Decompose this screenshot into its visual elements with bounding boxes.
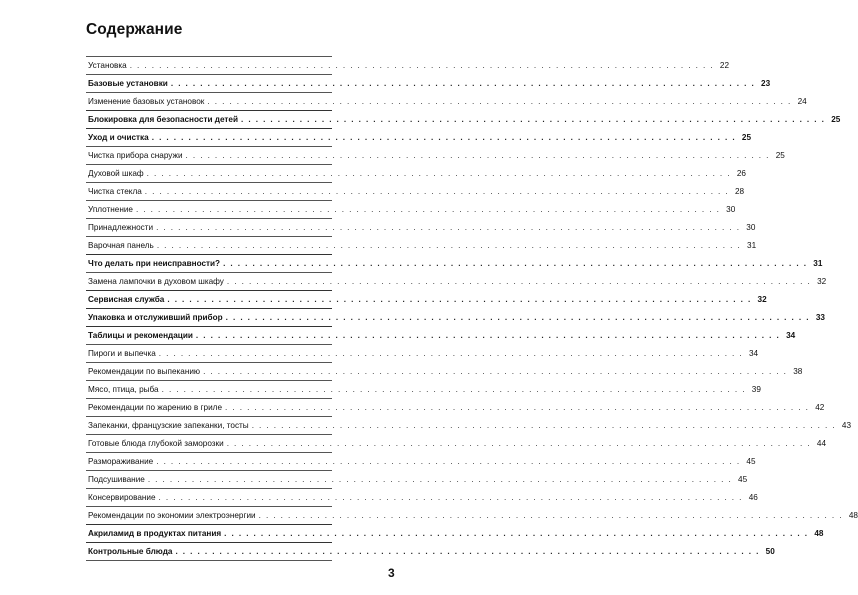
toc-entry[interactable] <box>86 273 827 291</box>
toc-entry[interactable] <box>86 129 752 147</box>
toc-entry-title: Чистка прибора снаружи <box>88 151 183 160</box>
toc-entry[interactable] <box>86 255 823 273</box>
toc-entry[interactable] <box>86 93 807 111</box>
dot-leader: . . . . . . . . . . . . . . . . . . . . . . . . . . . . . . . . . . . . . . . . . . . . . . . . . . . . . . . . . . . . . . . . . . . . . . . . . . . . . . . . <box>161 385 746 394</box>
toc-entry[interactable] <box>86 147 785 165</box>
dot-leader: . . . . . . . . . . . . . . . . . . . . . . . . . . . . . . . . . . . . . . . . . . . . . . . . . . . . . . . . . . . . . . . . . . . . . . . . . . . . . . . . <box>158 493 743 502</box>
toc-entry[interactable] <box>86 525 824 543</box>
toc-entry-title: Установка <box>88 61 127 70</box>
toc-entry-title: Блокировка для безопасности детей <box>88 115 239 124</box>
toc-entry[interactable] <box>86 435 826 453</box>
toc-entry-title: Таблицы и рекомендации <box>88 331 193 340</box>
dot-leader: . . . . . . . . . . . . . . . . . . . . . . . . . . . . . . . . . . . . . . . . . . . . . . . . . . . . . . . . . . . . . . . . . . . . . . . . . . . . . . . . <box>146 169 731 178</box>
dot-leader: . . . . . . . . . . . . . . . . . . . . . . . . . . . . . . . . . . . . . . . . . . . . . . . . . . . . . . . . . . . . . . . . . . . . . . . . . . . . . . . . <box>170 79 756 88</box>
dot-leader: . . . . . . . . . . . . . . . . . . . . . . . . . . . . . . . . . . . . . . . . . . . . . . . . . . . . . . . . . . . . . . . . . . . . . . . . . . . . . . . . <box>258 511 843 520</box>
toc-entry-title: Акриламид в продуктах питания <box>88 529 222 538</box>
page-number: 3 <box>388 566 395 580</box>
toc-entry-page: 50 <box>765 547 775 556</box>
toc-entry-title: Упаковка и отслуживший прибор <box>88 313 223 322</box>
dot-leader: . . . . . . . . . . . . . . . . . . . . . . . . . . . . . . . . . . . . . . . . . . . . . . . . . . . . . . . . . . . . . . . . . . . . . . . . . . . . . . . . <box>224 529 809 538</box>
dot-leader: . . . . . . . . . . . . . . . . . . . . . . . . . . . . . . . . . . . . . . . . . . . . . . . . . . . . . . . . . . . . . . . . . . . . . . . . . . . . . . . . <box>185 151 770 160</box>
toc-entry-page: 48 <box>814 529 824 538</box>
dot-leader: . . . . . . . . . . . . . . . . . . . . . . . . . . . . . . . . . . . . . . . . . . . . . . . . . . . . . . . . . . . . . . . . . . . . . . . . . . . . . . . . <box>195 331 781 340</box>
dot-leader: . . . . . . . . . . . . . . . . . . . . . . . . . . . . . . . . . . . . . . . . . . . . . . . . . . . . . . . . . . . . . . . . . . . . . . . . . . . . . . . . <box>241 115 826 124</box>
dot-leader: . . . . . . . . . . . . . . . . . . . . . . . . . . . . . . . . . . . . . . . . . . . . . . . . . . . . . . . . . . . . . . . . . . . . . . . . . . . . . . . . <box>156 223 741 232</box>
toc-entry-page: 43 <box>841 421 851 430</box>
toc-entry-page: 44 <box>816 439 826 448</box>
table-of-contents <box>86 56 858 561</box>
toc-entry-title: Духовой шкаф <box>88 169 144 178</box>
dot-leader: . . . . . . . . . . . . . . . . . . . . . . . . . . . . . . . . . . . . . . . . . . . . . . . . . . . . . . . . . . . . . . . . . . . . . . . . . . . . . . . . <box>203 367 788 376</box>
toc-entry-page: 23 <box>761 79 771 88</box>
toc-entry-title: Замена лампочки в духовом шкафу <box>88 277 224 286</box>
toc-entry-title: Консервирование <box>88 493 156 502</box>
dot-leader: . . . . . . . . . . . . . . . . . . . . . . . . . . . . . . . . . . . . . . . . . . . . . . . . . . . . . . . . . . . . . . . . . . . . . . . . . . . . . . . . <box>226 277 812 286</box>
toc-entry-title: Уход и очистка <box>88 133 149 142</box>
toc-entry-page: 33 <box>815 313 825 322</box>
toc-entry[interactable] <box>86 543 775 561</box>
toc-entry[interactable] <box>86 489 758 507</box>
toc-entry-page: 34 <box>748 349 759 358</box>
toc-entry-title: Что делать при неисправности? <box>88 259 221 268</box>
dot-leader: . . . . . . . . . . . . . . . . . . . . . . . . . . . . . . . . . . . . . . . . . . . . . . . . . . . . . . . . . . . . . . . . . . . . . . . . . . . . . . . . <box>167 295 752 304</box>
toc-entry[interactable] <box>86 111 841 129</box>
toc-entry-page: 25 <box>831 115 841 124</box>
dot-leader: . . . . . . . . . . . . . . . . . . . . . . . . . . . . . . . . . . . . . . . . . . . . . . . . . . . . . . . . . . . . . . . . . . . . . . . . . . . . . . . . <box>147 475 733 484</box>
toc-entry-page: 39 <box>751 385 761 394</box>
toc-entry[interactable] <box>86 381 761 399</box>
toc-entry-page: 22 <box>719 61 729 70</box>
toc-entry[interactable] <box>86 75 771 93</box>
toc-entry[interactable] <box>86 57 729 75</box>
dot-leader: . . . . . . . . . . . . . . . . . . . . . . . . . . . . . . . . . . . . . . . . . . . . . . . . . . . . . . . . . . . . . . . . . . . . . . . . . . . . . . . . <box>207 97 792 106</box>
toc-entry[interactable] <box>86 471 748 489</box>
toc-entry[interactable] <box>86 417 851 435</box>
toc-entry-title: Варочная панель <box>88 241 154 250</box>
dot-leader: . . . . . . . . . . . . . . . . . . . . . . . . . . . . . . . . . . . . . . . . . . . . . . . . . . . . . . . . . . . . . . . . . . . . . . . . . . . . . . . . <box>156 457 741 466</box>
toc-entry[interactable] <box>86 237 757 255</box>
toc-entry-title: Уплотнение <box>88 205 133 214</box>
toc-entry-title: Рекомендации по экономии электроэнергии <box>88 511 256 520</box>
toc-entry-page: 32 <box>817 277 827 286</box>
dot-leader: . . . . . . . . . . . . . . . . . . . . . . . . . . . . . . . . . . . . . . . . . . . . . . . . . . . . . . . . . . . . . . . . . . . . . . . . . . . . . . . . <box>223 259 808 268</box>
toc-entry-page: 26 <box>736 169 746 178</box>
toc-entry-title: Подсушивание <box>88 475 145 484</box>
toc-entry-title: Базовые установки <box>88 79 168 88</box>
dot-leader: . . . . . . . . . . . . . . . . . . . . . . . . . . . . . . . . . . . . . . . . . . . . . . . . . . . . . . . . . . . . . . . . . . . . . . . . . . . . . . . . <box>225 313 810 322</box>
dot-leader: . . . . . . . . . . . . . . . . . . . . . . . . . . . . . . . . . . . . . . . . . . . . . . . . . . . . . . . . . . . . . . . . . . . . . . . . . . . . . . . . <box>175 547 760 556</box>
toc-entry-title: Рекомендации по жарению в гриле <box>88 403 223 412</box>
toc-entry[interactable] <box>86 453 756 471</box>
toc-entry-page: 30 <box>746 223 756 232</box>
toc-entry-title: Запеканки, французские запеканки, тосты <box>88 421 249 430</box>
dot-leader: . . . . . . . . . . . . . . . . . . . . . . . . . . . . . . . . . . . . . . . . . . . . . . . . . . . . . . . . . . . . . . . . . . . . . . . . . . . . . . . . <box>151 133 737 142</box>
toc-entry-page: 28 <box>734 187 745 196</box>
toc-entry-title: Принадлежности <box>88 223 154 232</box>
page-title: Содержание <box>86 21 183 38</box>
toc-entry[interactable] <box>86 345 759 363</box>
dot-leader: . . . . . . . . . . . . . . . . . . . . . . . . . . . . . . . . . . . . . . . . . . . . . . . . . . . . . . . . . . . . . . . . . . . . . . . . . . . . . . . . <box>251 421 836 430</box>
dot-leader: . . . . . . . . . . . . . . . . . . . . . . . . . . . . . . . . . . . . . . . . . . . . . . . . . . . . . . . . . . . . . . . . . . . . . . . . . . . . . . . . <box>226 439 811 448</box>
toc-entry-title: Изменение базовых установок <box>88 97 205 106</box>
toc-entry[interactable] <box>86 219 756 237</box>
dot-leader: . . . . . . . . . . . . . . . . . . . . . . . . . . . . . . . . . . . . . . . . . . . . . . . . . . . . . . . . . . . . . . . . . . . . . . . . . . . . . . . . <box>158 349 744 358</box>
dot-leader: . . . . . . . . . . . . . . . . . . . . . . . . . . . . . . . . . . . . . . . . . . . . . . . . . . . . . . . . . . . . . . . . . . . . . . . . . . . . . . . . <box>144 187 730 196</box>
toc-entry-page: 32 <box>757 295 767 304</box>
toc-entry[interactable] <box>86 363 803 381</box>
dot-leader: . . . . . . . . . . . . . . . . . . . . . . . . . . . . . . . . . . . . . . . . . . . . . . . . . . . . . . . . . . . . . . . . . . . . . . . . . . . . . . . . <box>129 61 714 70</box>
toc-entry[interactable] <box>86 183 745 201</box>
toc-entry-page: 45 <box>746 457 756 466</box>
toc-entry-page: 42 <box>815 403 825 412</box>
toc-entry[interactable] <box>86 327 796 345</box>
toc-entry[interactable] <box>86 399 825 417</box>
toc-entry-title: Чистка стекла <box>88 187 142 196</box>
toc-entry-title: Размораживание <box>88 457 154 466</box>
dot-leader: . . . . . . . . . . . . . . . . . . . . . . . . . . . . . . . . . . . . . . . . . . . . . . . . . . . . . . . . . . . . . . . . . . . . . . . . . . . . . . . . <box>225 403 810 412</box>
toc-entry-page: 38 <box>793 367 803 376</box>
toc-entry-page: 48 <box>848 511 858 520</box>
toc-entry-page: 25 <box>741 133 752 142</box>
toc-entry-page: 24 <box>797 97 807 106</box>
toc-entry-title: Рекомендации по выпеканию <box>88 367 201 376</box>
toc-entry[interactable] <box>86 291 767 309</box>
toc-entry-page: 25 <box>775 151 785 160</box>
toc-entry-page: 46 <box>748 493 758 502</box>
toc-entry-page: 31 <box>813 259 823 268</box>
toc-entry-page: 31 <box>747 241 757 250</box>
toc-entry-title: Готовые блюда глубокой заморозки <box>88 439 224 448</box>
toc-entry-title: Пироги и выпечка <box>88 349 156 358</box>
toc-entry-page: 45 <box>738 475 748 484</box>
toc-entry[interactable] <box>86 309 825 327</box>
dot-leader: . . . . . . . . . . . . . . . . . . . . . . . . . . . . . . . . . . . . . . . . . . . . . . . . . . . . . . . . . . . . . . . . . . . . . . . . . . . . . . . . <box>156 241 742 250</box>
toc-entry[interactable] <box>86 165 746 183</box>
toc-entry[interactable] <box>86 507 858 525</box>
toc-entry-title: Контрольные блюда <box>88 547 173 556</box>
toc-entry-title: Мясо, птица, рыба <box>88 385 159 394</box>
toc-entry-page: 30 <box>726 205 736 214</box>
toc-entry-title: Сервисная служба <box>88 295 165 304</box>
toc-entry[interactable] <box>86 201 736 219</box>
dot-leader: . . . . . . . . . . . . . . . . . . . . . . . . . . . . . . . . . . . . . . . . . . . . . . . . . . . . . . . . . . . . . . . . . . . . . . . . . . . . . . . . <box>135 205 721 214</box>
toc-entry-page: 34 <box>786 331 796 340</box>
